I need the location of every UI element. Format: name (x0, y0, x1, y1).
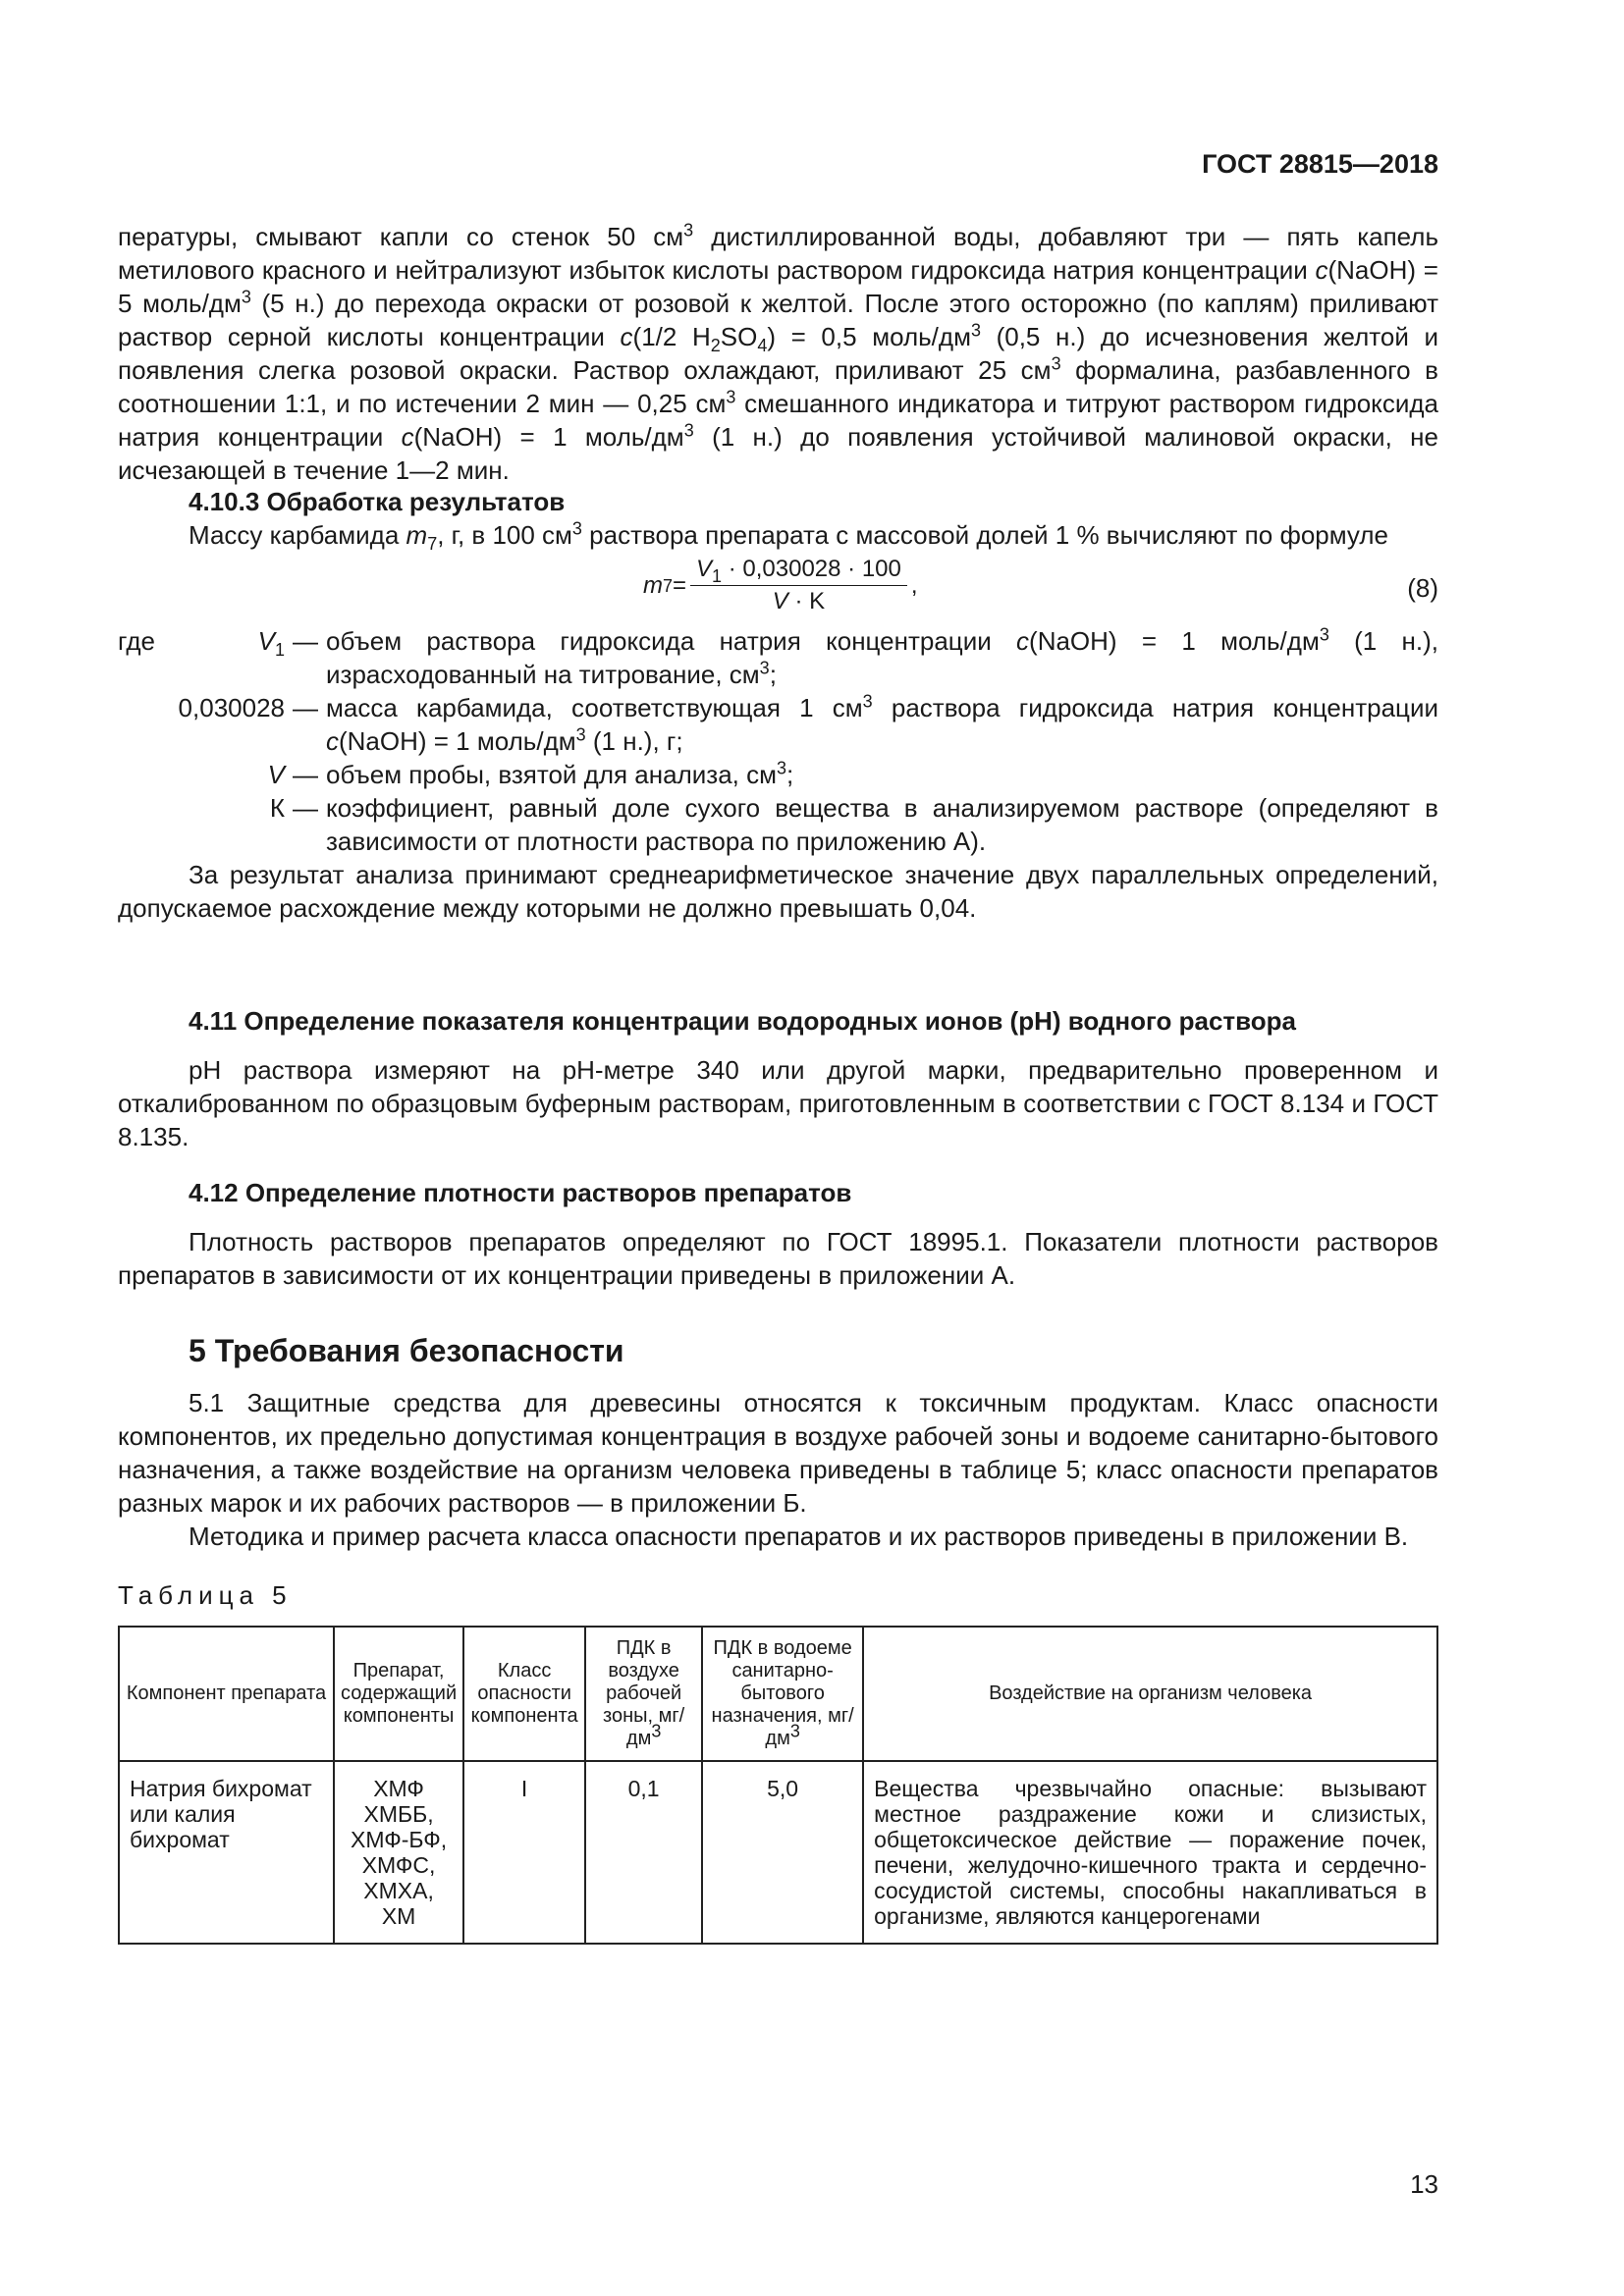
formula-8: m 7 = $\frac{V_1 \cdot 0,030028 \cdot 100}{V \cdot K}$ , (8) (643, 556, 1438, 614)
section-4-10-3 (118, 485, 1438, 925)
intro-paragraph: пературы, смывают капли со стенок 50 $см^3$ дистиллированной воды, добавляют три — пять капель метилового красного и нейтрализуют избыток кислоты раствором гидроксида натрия концентрации c(NaOH) = 5 моль/$дм^3$ (5 н.) до перехода окраски от розовой к желтой. После этого осторожно (по каплям) приливают раствор серной кислоты концентрации c(1/2 $H_2SO_4) = 0,5$ моль/$дм^3$ (0,5 н.) до исчезновения желтой и появления слегка розовой окраски. Раствор охлаждают, приливают 25 $см^3$ формалина, разбавленного в соотношении 1:1, и по истечении 2 мин — 0,25 $см^3$ смешанного индикатора и титруют раствором гидроксида натрия концентрации c(NaOH) = 1 моль/$дм^3$ (1 н.) до появления устойчивой малиновой окраски, не исчезающей в течение 1—2 мин. (118, 220, 1438, 485)
definition-row: где $V_1$ — объем раствора гидроксида натрия концентрации c(NaOH) = 1 моль/$дм^3$ (1 н.), израсходованный на титрование, $см^3$; (118, 624, 1438, 689)
column-header: Препарат, содержащий компоненты (334, 1627, 463, 1761)
section-heading: 4.12 Определение плотности растворов препаратов (189, 1178, 852, 1207)
chapter-heading: 5 Требования безопасности (189, 1333, 624, 1368)
cell-preparations: ХМФ ХМББ, ХМФ-БФ, ХМФС, ХМХА, ХМ (334, 1761, 463, 1944)
result-paragraph: За результат анализа принимают среднеарифметическое значение двух параллельных определений, допускаемое расхождение между которыми не должно превышать 0,04. (118, 860, 1438, 923)
cell-pdk-air: 0,1 (585, 1761, 702, 1944)
column-header: Воздействие на организм человека (863, 1627, 1437, 1761)
document-header: ГОСТ 28815—2018 (1202, 149, 1438, 179)
table-caption: Таблица 5 (118, 1580, 293, 1610)
definition-row: 0,030028 — масса карбамида, соответствующая 1 $см^3$ раствора гидроксида натрия концентрации c(NaOH) = 1 моль/$дм^3$ (1 н.), г; (178, 691, 1438, 756)
column-header: Класс опасности компонента (463, 1627, 585, 1761)
definition-row: К — коэффициент, равный доле сухого вещества в анализируемом растворе (определяют в зависимости от плотности раствора по приложению А). (269, 793, 1438, 856)
section-heading: 4.10.3 Обработка результатов (189, 487, 566, 516)
section-text: Методика и пример расчета класса опасности препаратов и их растворов приведены в приложении В. (189, 1522, 1409, 1551)
section-text: 5.1 Защитные средства для древесины относятся к токсичным продуктам. Класс опасности компонентов, их предельно допустимая концентрация в воздухе рабочей зоны и водоеме санитарно-бытового назначения, а также воздействие на организм человека приведены в таблице 5; класс опасности препаратов разных марок и их рабочих растворов — в приложении Б. (118, 1388, 1438, 1518)
equation-number: (8) (1407, 573, 1438, 603)
table-5 (118, 1626, 1438, 1945)
table-row (119, 1761, 1437, 1944)
column-header: ПДК в воздухе рабочей зоны, $мг/дм^3$ (585, 1627, 702, 1761)
section-text: Плотность растворов препаратов определяют по ГОСТ 18995.1. Показатели плотности растворов препаратов в зависимости от их концентрации приведены в приложении А. (118, 1227, 1438, 1290)
cell-pdk-water: 5,0 (702, 1761, 863, 1944)
section-text: pH раствора измеряют на pH-метре 340 или другой марки, предварительно проверенном и откалиброванном по образцовым буферным растворам, приготовленным в соответствии с ГОСТ 8.134 и ГОСТ 8.135. (118, 1055, 1438, 1151)
page-number: 13 (1410, 2169, 1438, 2199)
section-4-12 (118, 1176, 1438, 1292)
table-header-row (119, 1627, 1437, 1761)
formula-intro-text: Массу карбамида $m_7$, г, в 100 $см^3$ раствора препарата с массовой долей 1 % вычисляют по формуле (189, 518, 1388, 555)
cell-component: Натрия бихромат или калия бихромат (119, 1761, 334, 1944)
variable-definitions (118, 624, 1438, 858)
section-5 (118, 1331, 1438, 1945)
section-4-11 (118, 1004, 1438, 1153)
cell-effect: Вещества чрезвычайно опасные: вызывают местное раздражение кожи и слизистых, общетоксическое действие — поражение почек, печени, желудочно-кишечного тракта и сердечно-сосудистой системы, способны накапливаться в организме, являются канцерогенами (863, 1761, 1437, 1944)
definition-row: V — объем пробы, взятой для анализа, $см^3$; (267, 758, 794, 789)
cell-hazard-class: I (463, 1761, 585, 1944)
column-header: ПДК в водоеме санитарно-бытового назначения, $мг/дм^3$ (702, 1627, 863, 1761)
column-header: Компонент препарата (119, 1627, 334, 1761)
section-heading: 4.11 Определение показателя концентрации водородных ионов (pH) водного раствора (189, 1006, 1297, 1036)
